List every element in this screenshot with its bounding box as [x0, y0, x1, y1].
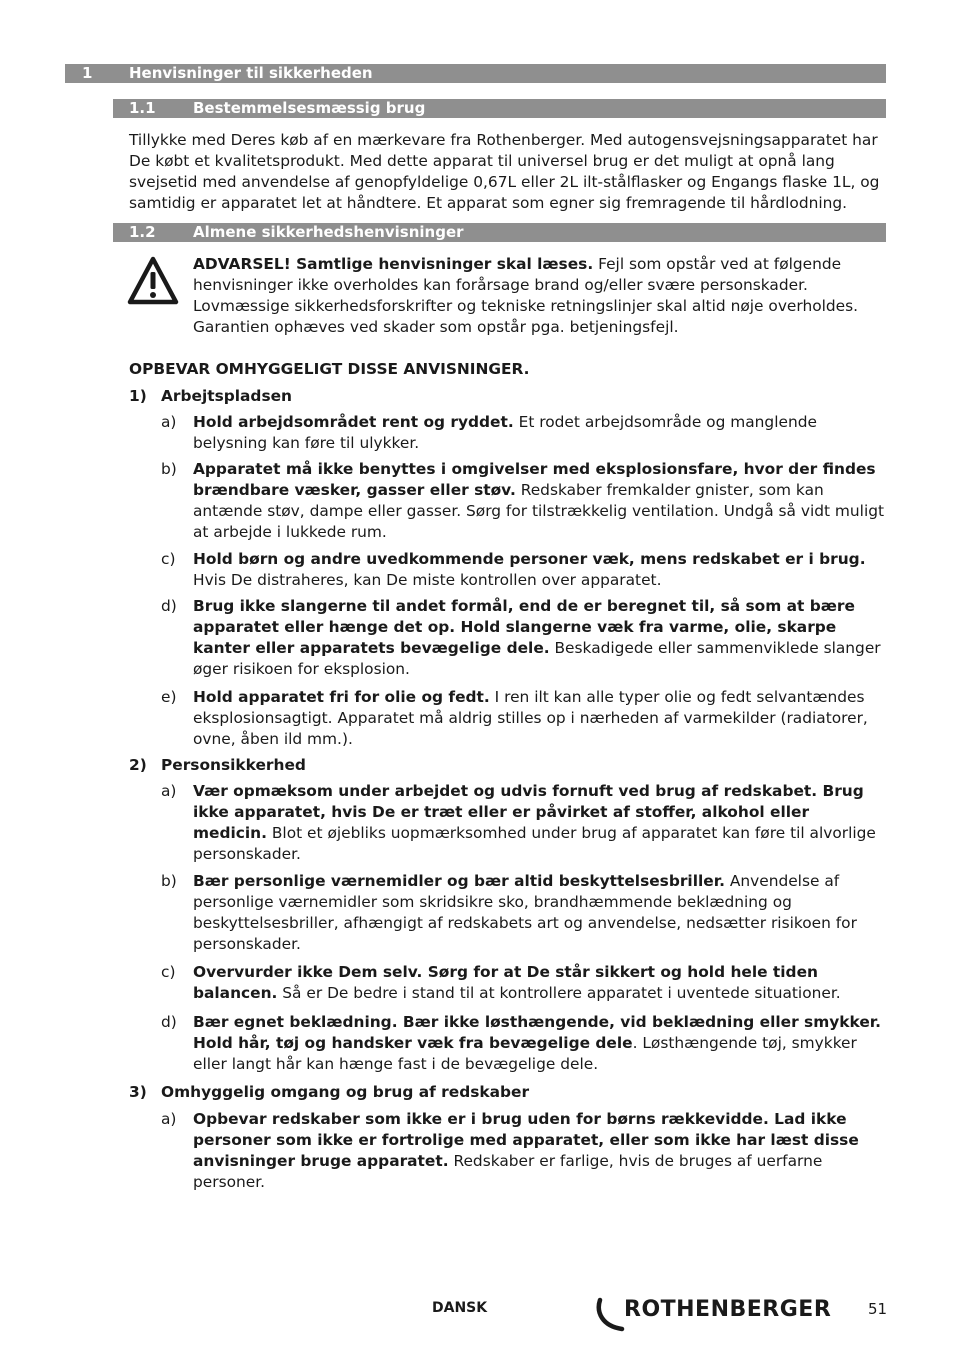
- brand-logo: [596, 1294, 836, 1332]
- item-letter: d): [161, 1013, 177, 1031]
- item-bold-text: Bær personlige værnemidler og bær altid beskyttelsesbriller.: [193, 872, 725, 890]
- item-letter: a): [161, 413, 177, 431]
- item-body: [193, 412, 886, 454]
- group-label: Omhyggelig omgang og brug af redskaber: [161, 1083, 530, 1101]
- item-bold-text: Overvurder ikke Dem selv. Sørg for at De står sikkert og hold hele tiden balancen.: [193, 963, 818, 1002]
- item-bold-text: Hold apparatet fri for olie og fedt.: [193, 688, 490, 706]
- item-text: Redskaber er farlige, hvis de bruges af uerfarne personer.: [193, 1152, 823, 1191]
- group-number: 1): [129, 387, 147, 405]
- item-text: . Løsthængende tøj, smykker eller langt hår kan hænge fast i de bevægelige dele.: [193, 1034, 857, 1073]
- item-text: Hvis De distraheres, kan De miste kontrollen over apparatet.: [193, 571, 662, 589]
- warning-bold-text: ADVARSEL! Samtlige henvisninger skal læses.: [193, 255, 594, 273]
- item-letter: c): [161, 963, 176, 981]
- group-label: Arbejtspladsen: [161, 387, 293, 405]
- warning-paragraph: [193, 254, 883, 338]
- item-text: Blot et øjebliks uopmærksomhed under brug af apparatet kan føre til alvorlige personskader.: [193, 824, 876, 863]
- item-bold-text: Bær egnet beklædning. Bær ikke løsthængende, vid beklædning eller smykker. Hold hår, tøj og handsker væk fra bevægelige dele: [193, 1013, 882, 1052]
- item-text: Beskadigede eller sammenviklede slanger øger risikoen for eksplosion.: [193, 639, 881, 678]
- group-number: 3): [129, 1083, 147, 1101]
- warning-text: Fejl som opstår ved at følgende henvisninger ikke overholdes kan forårsage brand og/eller svære personskader. Lovmæssige sikkerhedsforskrifter og tekniske retningslinjer skal altid nøje overholdes. Garantien ophæves ved skader som opstår pga. betjeningsfejl.: [193, 255, 859, 336]
- item-text: Redskaber fremkalder gnister, som kan antænde støv, dampe eller gasser. Sørg for tilstrækkelig ventilation. Undgå så vidt muligt at arbejde i lukkede rum.: [193, 481, 885, 541]
- group-label: Personsikkerhed: [161, 756, 306, 774]
- item-body: [193, 687, 886, 750]
- item-bold-text: Opbevar redskaber som ikke er i brug uden for børns rækkevidde. Lad ikke personer som ikke er fortrolige med apparatet, eller som ikke har læst disse anvisninger bruge apparatet.: [193, 1110, 859, 1170]
- item-bold-text: Hold arbejdsområdet rent og ryddet.: [193, 413, 514, 431]
- item-body: [193, 549, 886, 591]
- item-letter: a): [161, 1110, 177, 1128]
- intro-paragraph: Tillykke med Deres køb af en mærkevare fra Rothenberger. Med autogensvejsningsapparatet har De købt et kvalitetsprodukt. Med dette apparat til universel brug er det muligt at opnå lang svejsetid med anvendelse af genopfyldelige 0,67L eller 2L ilt-stålflasker og Engangs flaske 1L, og samtidig er apparatet let at håndtere. Et apparat som egner sig fremragende til hårdlodning.: [129, 131, 880, 212]
- subsection-title: Almene sikkerhedshenvisninger: [193, 223, 464, 241]
- item-letter: d): [161, 597, 177, 615]
- item-text: Anvendelse af personlige værnemidler som skridsikre sko, brandhæmmende beklædning og beskyttelsesbriller, afhængigt af redskabets art og anvendelse, nedsætter risikoen for personskader.: [193, 872, 857, 953]
- subsection-heading-bar: [113, 223, 886, 242]
- item-body: [193, 871, 886, 955]
- item-bold-text: Vær opmæksom under arbejdet og udvis fornuft ved brug af redskabet. Brug ikke apparatet, hvis De er træt eller er påvirket af stoffer, alkohol eller medicin.: [193, 782, 864, 842]
- brand-swoosh-icon: [596, 1296, 626, 1332]
- subsection-heading-bar: [113, 99, 886, 118]
- subsection-title: Bestemmelsesmæssig brug: [193, 99, 426, 117]
- item-bold-text: Hold børn og andre uvedkommende personer væk, mens redskabet er i brug.: [193, 550, 866, 568]
- warning-triangle-icon: [127, 256, 179, 306]
- item-bold-text: Brug ikke slangerne til andet formål, end de er beregnet til, så som at bære apparatet eller hænge det op. Hold slangerne væk fra varme, olie, skarpe kanter eller apparatets bevægelige dele.: [193, 597, 855, 657]
- item-body: [193, 596, 886, 680]
- subsection-number: 1.2: [129, 223, 156, 241]
- item-text: Så er De bedre i stand til at kontrollere apparatet i uventede situationer.: [277, 984, 841, 1002]
- item-body: [193, 962, 886, 1004]
- item-text: I ren ilt kan alle typer olie og fedt selvantændes eksplosionsagtigt. Apparatet må aldrig stilles op i nærheden af varmekilder (radiatorer, ovne, åben ild mm.).: [193, 688, 868, 748]
- page-number: 51: [868, 1300, 888, 1318]
- item-letter: e): [161, 688, 177, 706]
- item-letter: b): [161, 872, 177, 890]
- section-heading-bar: [65, 64, 886, 83]
- item-body: [193, 1012, 886, 1075]
- footer-language: DANSK: [432, 1300, 488, 1316]
- section-number: 1: [82, 64, 93, 82]
- section-title: Henvisninger til sikkerheden: [129, 64, 373, 82]
- item-body: [193, 459, 886, 543]
- brand-name: ROTHENBERGER: [624, 1297, 832, 1322]
- item-text: Et rodet arbejdsområde og manglende belysning kan føre til ulykker.: [193, 413, 817, 452]
- item-body: [193, 1109, 886, 1193]
- keep-instructions-heading: OPBEVAR OMHYGGELIGT DISSE ANVISNINGER.: [129, 360, 530, 378]
- subsection-number: 1.1: [129, 99, 156, 117]
- item-body: [193, 781, 886, 865]
- item-bold-text: Apparatet må ikke benyttes i omgivelser med eksplosionsfare, hvor der findes brændbare væsker, gasser eller støv.: [193, 460, 876, 499]
- item-letter: c): [161, 550, 176, 568]
- item-letter: b): [161, 460, 177, 478]
- item-letter: a): [161, 782, 177, 800]
- group-number: 2): [129, 756, 147, 774]
